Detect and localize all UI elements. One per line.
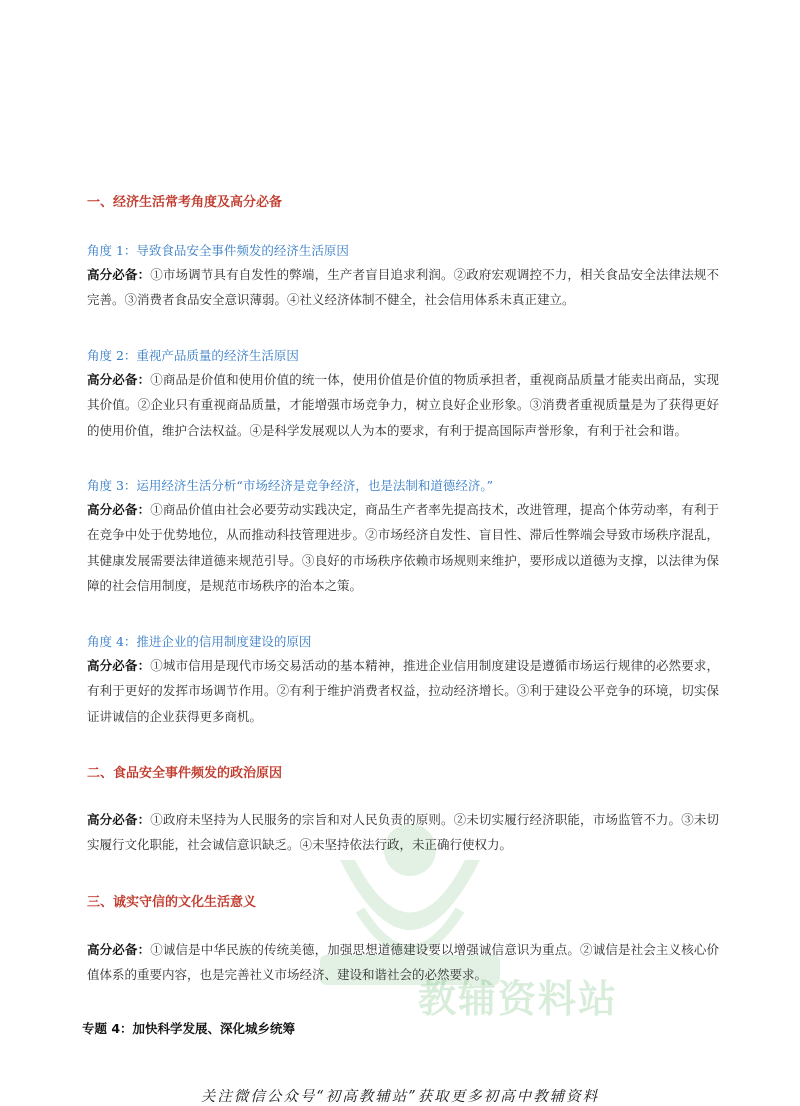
answer-text: ①商品是价值和使用价值的统一体，使用价值是价值的物质承担者，重视商品质量才能卖出商品，实现其价值。②企业只有重视商品质量，才能增强市场竞争力，树立良好企业形象。③消费者重视质量是为了获得更好的使用价值，维护合法权益。④是科学发展观以人为本的要求，有利于提高国际声誉形象，有利于社会和谐。 (87, 372, 719, 438)
section-title-economic: 一、经济生活常考角度及高分必备 (87, 195, 283, 210)
answer-label: 高分必备： (87, 942, 151, 957)
section-title-political: 二、食品安全事件频发的政治原因 (87, 766, 283, 781)
angle-3-title: 角度 3：运用经济生活分析“市场经济是竞争经济，也是法制和道德经济。” (87, 478, 493, 493)
political-answer (87, 807, 719, 858)
topic-heading: 专题 4：加快科学发展、深化城乡统筹 (82, 1021, 296, 1036)
answer-label: 高分必备： (87, 267, 151, 282)
cultural-answer (87, 937, 719, 988)
angle-2-answer (87, 367, 719, 443)
page-footer: 关注微信公众号“初高教辅站”获取更多初高中教辅资料 (200, 1089, 600, 1105)
answer-text: ①城市信用是现代市场交易活动的基本精神，推进企业信用制度建设是遵循市场运行规律的必然要求，有利于更好的发挥市场调节作用。②有利于维护消费者权益，拉动经济增长。③利于建设公平竞争的环境，切实保证讲诚信的企业获得更多商机。 (87, 658, 719, 724)
answer-label: 高分必备： (87, 812, 151, 827)
answer-label: 高分必备： (87, 372, 151, 387)
answer-label: 高分必备： (87, 502, 151, 517)
watermark-text: 教辅资料站 (418, 977, 619, 1021)
angle-4-title: 角度 4：推进企业的信用制度建设的原因 (87, 634, 312, 649)
angle-3-answer (87, 497, 719, 599)
answer-text: ①市场调节具有自发性的弊端，生产者盲目追求利润。②政府宏观调控不力，相关食品安全法律法规不完善。③消费者食品安全意识薄弱。④社义经济体制不健全，社会信用体系未真正建立。 (87, 267, 719, 308)
answer-text: ①商品价值由社会必要劳动实践决定，商品生产者率先提高技术，改进管理，提高个体劳动率，有利于在竞争中处于优势地位，从而推动科技管理进步。②市场经济自发性、盲目性、滞后性弊端会导致市场秩序混乱，其健康发展需要法律道德来规范引导。③良好的市场秩序依赖市场规则来维护，要形成以道德为支撑，以法律为保障的社会信用制度，是规范市场秩序的治本之策。 (87, 502, 719, 594)
angle-2-title: 角度 2：重视产品质量的经济生活原因 (87, 348, 299, 363)
angle-1-title: 角度 1：导致食品安全事件频发的经济生活原因 (87, 243, 349, 258)
section-title-cultural: 三、诚实守信的文化生活意义 (87, 895, 257, 910)
angle-1-answer (87, 262, 719, 313)
answer-text: ①政府未坚持为人民服务的宗旨和对人民负责的原则。②未切实履行经济职能，市场监管不力。③未切实履行文化职能，社会诚信意识缺乏。④未坚持依法行政，未正确行使权力。 (87, 812, 719, 853)
answer-label: 高分必备： (87, 658, 151, 673)
answer-text: ①诚信是中华民族的传统美德，加强思想道德建设要以增强诚信意识为重点。②诚信是社会主义核心价值体系的重要内容，也是完善社义市场经济、建设和谐社会的必然要求。 (87, 942, 719, 983)
angle-4-answer (87, 653, 719, 729)
